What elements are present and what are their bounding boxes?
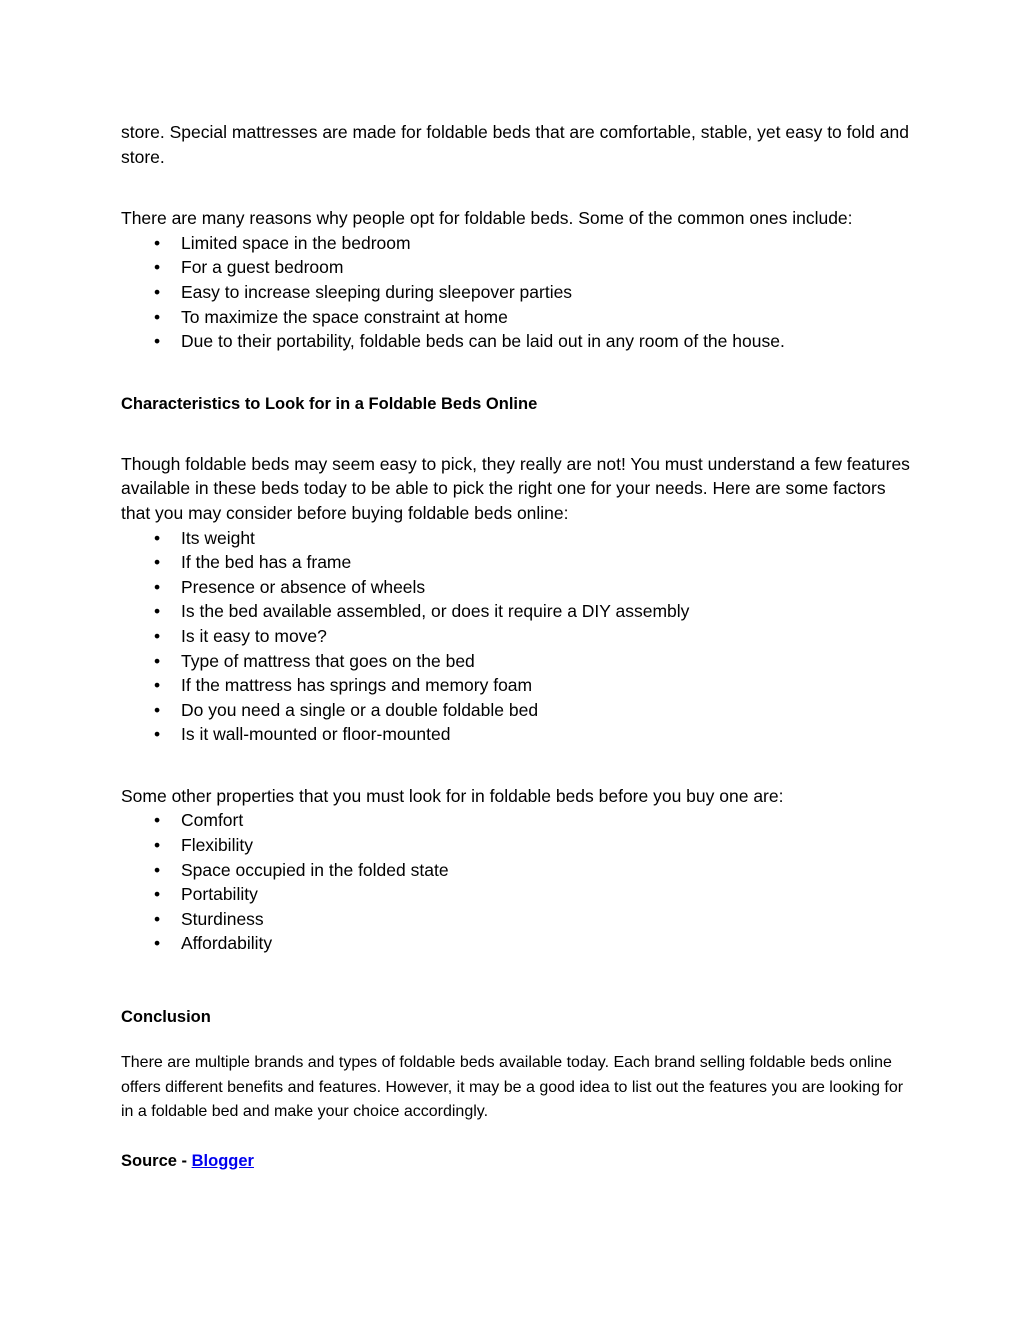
list-item-text: Limited space in the bedroom — [181, 232, 411, 253]
bullet-icon: • — [154, 859, 161, 880]
bullet-icon: • — [154, 552, 161, 573]
bullet-icon: • — [154, 281, 161, 302]
bullet-icon: • — [154, 835, 161, 856]
reasons-list — [121, 231, 911, 354]
list-item-text: Is it wall-mounted or floor-mounted — [181, 724, 451, 745]
list-item — [121, 624, 911, 649]
characteristics-heading: Characteristics to Look for in a Foldable Beds Online — [121, 394, 538, 413]
source-label: Source - — [121, 1151, 192, 1170]
bullet-icon: • — [154, 650, 161, 671]
spacer — [121, 416, 911, 452]
list-item — [121, 858, 911, 883]
bullet-icon: • — [154, 675, 161, 696]
list-item — [121, 550, 911, 575]
list-item — [121, 722, 911, 747]
bullet-icon: • — [154, 257, 161, 278]
blogger-link[interactable]: Blogger — [191, 1151, 254, 1170]
list-item-text: Do you need a single or a double foldable bed — [181, 699, 539, 720]
list-item — [121, 698, 911, 723]
list-item-text: Space occupied in the folded state — [181, 859, 449, 880]
list-item-text: Sturdiness — [181, 908, 264, 929]
bullet-icon: • — [154, 933, 161, 954]
list-item — [121, 931, 911, 956]
list-item-text: To maximize the space constraint at home — [181, 306, 508, 327]
spacer — [121, 1029, 911, 1051]
spacer — [121, 354, 911, 392]
list-item — [121, 280, 911, 305]
conclusion-heading: Conclusion — [121, 1008, 211, 1027]
list-item-text: Portability — [181, 884, 258, 905]
properties-lead: Some other properties that you must look for in foldable beds before you buy one are: — [121, 785, 784, 806]
list-item-text: Comfort — [181, 810, 244, 831]
spacer — [121, 169, 911, 206]
list-item-text: Is the bed available assembled, or does it require a DIY assembly — [181, 601, 690, 622]
bullet-icon: • — [154, 724, 161, 745]
list-item — [121, 255, 911, 280]
intro-paragraph: store. Special mattresses are made for foldable beds that are comfortable, stable, yet easy to fold and store. — [121, 122, 909, 167]
list-item-text: Type of mattress that goes on the bed — [181, 650, 475, 671]
bullet-icon: • — [154, 810, 161, 831]
list-item — [121, 599, 911, 624]
spacer — [121, 1125, 911, 1149]
list-item-text: If the mattress has springs and memory foam — [181, 675, 533, 696]
bullet-icon: • — [154, 331, 161, 352]
list-item-text: If the bed has a frame — [181, 552, 352, 573]
document-page — [121, 120, 911, 1173]
list-item — [121, 882, 911, 907]
spacer — [121, 747, 911, 784]
list-item-text: Presence or absence of wheels — [181, 576, 426, 597]
conclusion-paragraph: There are multiple brands and types of foldable beds available today. Each brand selling foldable beds online offers different benefits and features. However, it may be a good idea to list out the features you are looking for in a foldable bed and make your choice accordingly. — [121, 1054, 904, 1121]
list-item — [121, 231, 911, 256]
list-item — [121, 526, 911, 551]
list-item-text: Easy to increase sleeping during sleepover parties — [181, 281, 573, 302]
list-item-text: Affordability — [181, 933, 273, 954]
list-item-text: For a guest bedroom — [181, 257, 344, 278]
list-item — [121, 305, 911, 330]
list-item-text: Flexibility — [181, 835, 253, 856]
list-item-text: Is it easy to move? — [181, 625, 327, 646]
list-item — [121, 329, 911, 354]
bullet-icon: • — [154, 699, 161, 720]
bullet-icon: • — [154, 884, 161, 905]
bullet-icon: • — [154, 232, 161, 253]
bullet-icon: • — [154, 625, 161, 646]
properties-list — [121, 808, 911, 956]
bullet-icon: • — [154, 576, 161, 597]
bullet-icon: • — [154, 908, 161, 929]
source-line — [121, 1149, 911, 1173]
list-item — [121, 649, 911, 674]
list-item-text: Due to their portability, foldable beds can be laid out in any room of the house. — [181, 331, 785, 352]
characteristics-list — [121, 526, 911, 747]
list-item — [121, 907, 911, 932]
reasons-lead: There are many reasons why people opt for foldable beds. Some of the common ones include: — [121, 208, 853, 229]
list-item — [121, 833, 911, 858]
list-item-text: Its weight — [181, 527, 255, 548]
spacer — [121, 956, 911, 1005]
list-item — [121, 673, 911, 698]
bullet-icon: • — [154, 601, 161, 622]
bullet-icon: • — [154, 306, 161, 327]
bullet-icon: • — [154, 527, 161, 548]
characteristics-lead: Though foldable beds may seem easy to pick, they really are not! You must understand a few features available in these beds today to be able to pick the right one for your needs. Here are some factors that you may consider before buying foldable beds online: — [121, 453, 910, 523]
list-item — [121, 575, 911, 600]
list-item — [121, 808, 911, 833]
